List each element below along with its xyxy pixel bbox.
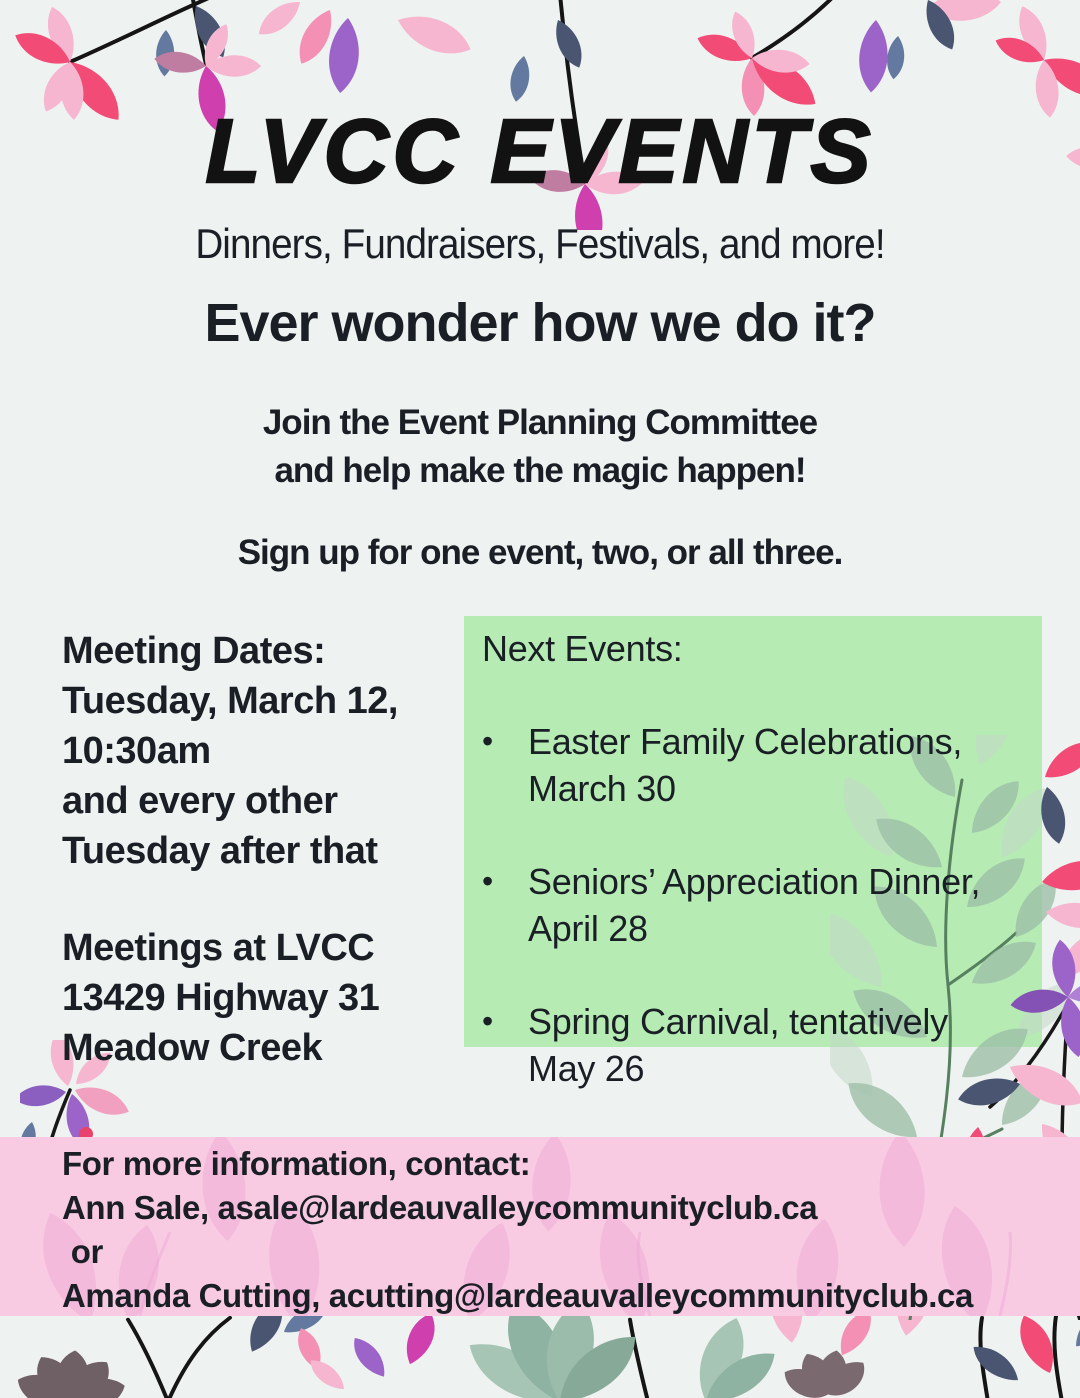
- signup-text: Sign up for one event, two, or all three.: [237, 533, 843, 572]
- meeting-dates-line: and every other: [62, 780, 338, 822]
- bullet-glyph: •: [482, 723, 493, 759]
- flower-cluster: [253, 0, 477, 95]
- meeting-dates: [62, 626, 458, 876]
- contact-line: For more information, contact:: [62, 1145, 531, 1182]
- taupe-flower: [778, 1348, 873, 1398]
- meeting-location-line: Meadow Creek: [62, 1027, 323, 1069]
- meeting-dates-line: 10:30am: [62, 730, 211, 772]
- bullet-glyph: •: [482, 1003, 493, 1039]
- contact-line: or: [62, 1233, 103, 1270]
- meeting-dates-line: Meeting Dates:: [62, 630, 326, 672]
- next-events-heading: Next Events:: [482, 628, 683, 669]
- pitch-line-1: Join the Event Planning Committee: [262, 403, 818, 442]
- contact-band: [0, 1137, 1080, 1316]
- meeting-dates-line: Tuesday after that: [62, 830, 378, 872]
- bullet-glyph: •: [482, 863, 493, 899]
- event-title: Easter Family Celebrations,: [528, 721, 963, 762]
- event-title: Seniors’ Appreciation Dinner,: [528, 861, 981, 902]
- event-item: [482, 998, 1042, 1092]
- event-date: March 30: [528, 768, 676, 809]
- pitch-text: [0, 399, 1080, 495]
- meeting-location-line: 13429 Highway 31: [62, 977, 380, 1019]
- flyer-subtitle: Dinners, Fundraisers, Festivals, and more!: [195, 220, 885, 267]
- contact-email-ann: Ann Sale, asale@lardeauvalleycommunityclub.ca: [62, 1189, 818, 1226]
- event-item: [482, 718, 1042, 812]
- meeting-dates-line: Tuesday, March 12,: [62, 680, 398, 722]
- taupe-flower: [11, 1349, 129, 1398]
- event-item: [482, 858, 1042, 952]
- bottom-floral-border-decoration: [0, 1316, 1080, 1398]
- sage-leaves: [457, 1316, 649, 1398]
- meeting-location: [62, 923, 458, 1073]
- contact-info: [62, 1142, 1070, 1316]
- meeting-location-line: Meetings at LVCC: [62, 927, 375, 969]
- next-events-content: [464, 616, 1042, 1089]
- headline: Ever wonder how we do it?: [204, 293, 876, 353]
- flyer-title: LVCC EVENTS: [205, 102, 875, 202]
- pitch-line-2: and help make the magic happen!: [274, 451, 806, 490]
- event-date: April 28: [528, 908, 648, 949]
- meeting-info: [62, 626, 458, 1073]
- event-date: May 26: [528, 1048, 645, 1089]
- contact-email-amanda: Amanda Cutting, acutting@lardeauvalleycommunityclub.ca: [62, 1277, 973, 1314]
- sage-leaves: [688, 1316, 785, 1398]
- event-title: Spring Carnival, tentatively: [528, 1001, 948, 1042]
